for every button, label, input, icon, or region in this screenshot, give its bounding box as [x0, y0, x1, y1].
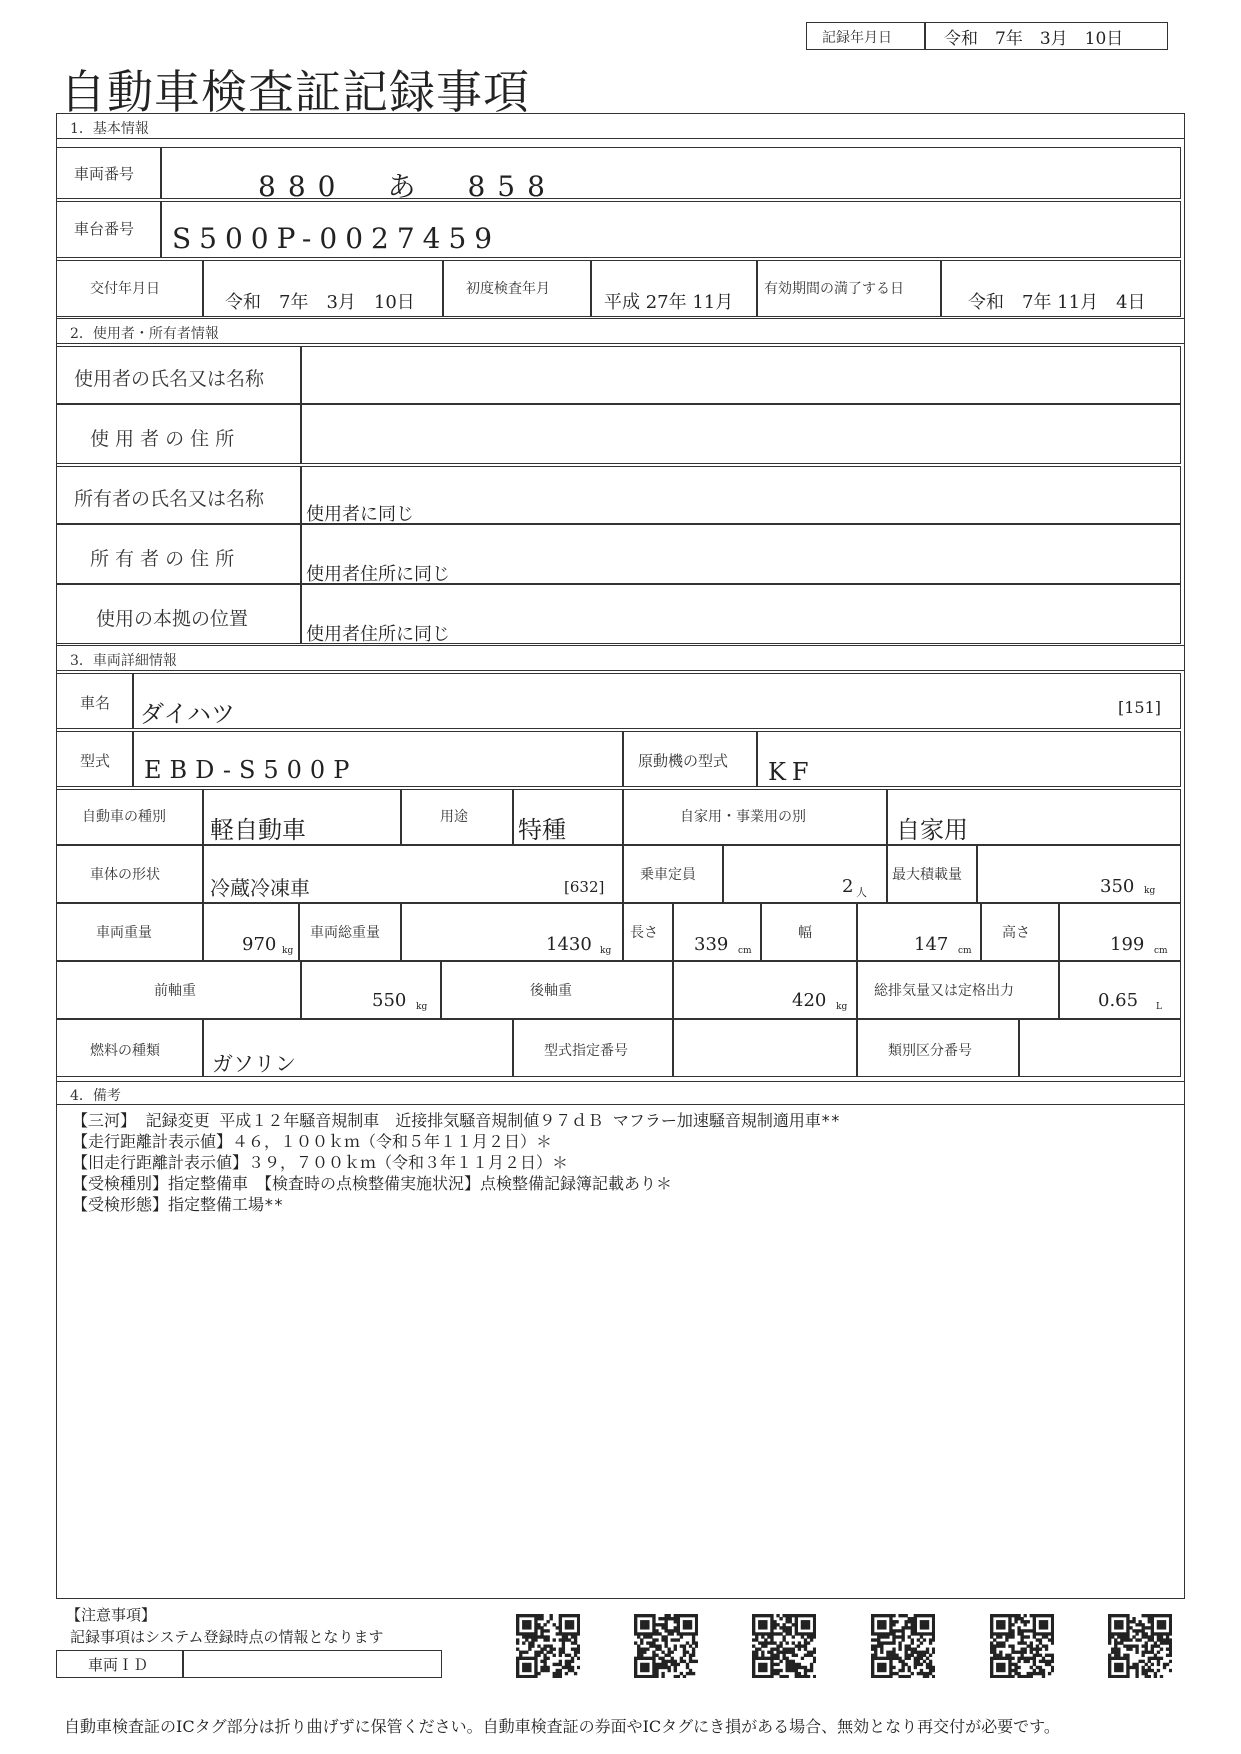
- weight-div3: [400, 903, 402, 961]
- notes-text: 記録事項はシステム登録時点の情報となります: [70, 1628, 384, 1646]
- type-div1: [202, 789, 204, 845]
- weight-unit: kg: [282, 946, 294, 956]
- type-div3: [512, 789, 514, 845]
- owner-name-label: 所有者の氏名又は名称: [74, 488, 265, 510]
- body-label: 車体の形状: [90, 867, 160, 883]
- dates-div1: [202, 260, 204, 317]
- weight-div2: [298, 903, 300, 961]
- class-num-label: 類別区分番号: [888, 1043, 972, 1059]
- rear-axle-value: 420: [792, 990, 827, 1011]
- displacement-label: 総排気量又は定格出力: [874, 983, 1014, 999]
- section2-header: [56, 318, 1185, 344]
- length-label: 長さ: [630, 925, 658, 941]
- weight-div1: [202, 903, 204, 961]
- width-unit: cm: [958, 946, 972, 956]
- axle-div5: [1058, 961, 1060, 1019]
- type-value: 軽自動車: [210, 816, 306, 844]
- gross-label: 車両総重量: [310, 925, 380, 941]
- chassis-label: 車台番号: [74, 220, 135, 238]
- section1-heading: 1．基本情報: [70, 121, 149, 137]
- use-value: 特種: [518, 816, 566, 844]
- record-date-value: 令和 7年 3月 10日: [944, 29, 1124, 49]
- qr-code-4: [871, 1614, 935, 1678]
- remark-line: 【走行距離計表示値】４６，１００ｋｍ（令和５年１１月２日）＊: [72, 1132, 553, 1151]
- section4-heading: 4．備考: [70, 1088, 121, 1104]
- fuel-div2: [512, 1019, 514, 1077]
- qr-code-5: [990, 1614, 1054, 1678]
- section3-heading: 3．車両詳細情報: [70, 653, 177, 669]
- model-div1: [132, 731, 134, 787]
- plate-label: 車両番号: [74, 165, 135, 183]
- notes-heading: 【注意事項】: [66, 1606, 157, 1624]
- user-name-label: 使用者の氏名又は名称: [74, 368, 265, 390]
- fuel-div3: [672, 1019, 674, 1077]
- displacement-unit: L: [1156, 1002, 1162, 1012]
- maker-label: 車名: [80, 694, 111, 712]
- remarks-block: [72, 1110, 1172, 1215]
- type-div4: [622, 789, 624, 845]
- page-title: 自動車検査証記録事項: [60, 65, 530, 119]
- body-code: [632]: [564, 878, 605, 896]
- gross-unit: kg: [600, 946, 612, 956]
- remark-line: 【三河】 記録変更 平成１２年騒音規制車 近接排気騒音規制値９７ｄＢ マフラー加速騒音規制適用車**: [72, 1111, 841, 1130]
- dates-div2: [442, 260, 444, 317]
- issue-label: 交付年月日: [90, 281, 160, 297]
- axle-div2: [440, 961, 442, 1019]
- remark-line: 【受検種別】指定整備車 【検査時の点検整備実施状況】点検整備記録簿記載あり＊: [72, 1174, 673, 1193]
- section2-heading: 2．使用者・所有者情報: [70, 326, 219, 342]
- front-axle-label: 前軸重: [154, 983, 196, 999]
- chassis-divider: [160, 201, 162, 258]
- vehicle-id-divider: [182, 1650, 184, 1678]
- engine-value: KF: [768, 758, 815, 786]
- type-div2: [400, 789, 402, 845]
- front-axle-value: 550: [372, 990, 407, 1011]
- engine-label: 原動機の型式: [638, 752, 729, 770]
- remark-line: 【受検形態】指定整備工場**: [72, 1195, 284, 1214]
- rear-axle-label: 後軸重: [530, 983, 572, 999]
- record-date-divider: [924, 22, 926, 50]
- use-label: 用途: [440, 809, 468, 825]
- chassis-value: S500P-0027459: [172, 222, 501, 255]
- height-label: 高さ: [1002, 925, 1030, 941]
- expiry-label: 有効期間の満了する日: [764, 281, 904, 297]
- weight-div9: [1058, 903, 1060, 961]
- rear-axle-unit: kg: [836, 1002, 848, 1012]
- type-div5: [886, 789, 888, 845]
- fuel-value: ガソリン: [212, 1052, 296, 1076]
- weight-div6: [760, 903, 762, 961]
- base-divider: [300, 584, 302, 644]
- model-label: 型式: [80, 752, 111, 770]
- vehicle-id-label: 車両ＩＤ: [88, 1656, 149, 1674]
- type-label: 自動車の種別: [82, 809, 166, 825]
- load-label: 最大積載量: [892, 867, 962, 883]
- issue-value: 令和 7年 3月 10日: [225, 292, 415, 313]
- front-axle-unit: kg: [416, 1002, 428, 1012]
- maker-value: ダイハツ: [140, 700, 236, 728]
- qr-code-1: [516, 1614, 580, 1678]
- owner-addr-value: 使用者住所に同じ: [306, 564, 450, 585]
- private-label: 自家用・事業用の別: [680, 809, 806, 825]
- section4-header: [56, 1081, 1185, 1105]
- fuel-div1: [202, 1019, 204, 1077]
- length-value: 339: [694, 934, 729, 955]
- weight-div5: [672, 903, 674, 961]
- model-num-label: 型式指定番号: [544, 1043, 628, 1059]
- plate-row: [56, 147, 1181, 199]
- width-value: 147: [914, 934, 949, 955]
- body-value: 冷蔵冷凍車: [210, 876, 310, 900]
- owner-addr-label: 所 有 者 の 住 所: [90, 548, 235, 570]
- plate-divider: [160, 147, 162, 199]
- private-value: 自家用: [896, 816, 968, 844]
- dates-div5: [940, 260, 942, 317]
- weight-label: 車両重量: [96, 925, 152, 941]
- section3-header: [56, 645, 1185, 671]
- load-value: 350: [1100, 876, 1135, 897]
- gross-value: 1430: [546, 934, 592, 955]
- weight-div7: [856, 903, 858, 961]
- user-addr-divider: [300, 404, 302, 464]
- height-value: 199: [1110, 934, 1145, 955]
- body-div3: [722, 845, 724, 903]
- load-unit: kg: [1144, 886, 1156, 896]
- qr-code-6: [1108, 1614, 1172, 1678]
- dates-div4: [756, 260, 758, 317]
- owner-addr-divider: [300, 524, 302, 584]
- width-label: 幅: [798, 925, 812, 941]
- section1-header: [56, 113, 1185, 139]
- maker-code: [151]: [1118, 698, 1162, 717]
- user-addr-label: 使 用 者 の 住 所: [90, 428, 235, 450]
- dates-div3: [590, 260, 592, 317]
- user-name-divider: [300, 346, 302, 404]
- capacity-value: 2: [842, 876, 854, 897]
- axle-div3: [672, 961, 674, 1019]
- remark-line: 【旧走行距離計表示値】３９，７００ｋｍ（令和３年１１月２日）＊: [72, 1153, 569, 1172]
- displacement-value: 0.65: [1098, 990, 1139, 1011]
- body-div5: [976, 845, 978, 903]
- expiry-value: 令和 7年 11月 4日: [968, 292, 1146, 313]
- body-div1: [202, 845, 204, 903]
- axle-div1: [300, 961, 302, 1019]
- plate-value: 880 あ 858: [258, 170, 557, 203]
- qr-code-3: [752, 1614, 816, 1678]
- fuel-div5: [1018, 1019, 1020, 1077]
- fuel-label: 燃料の種類: [90, 1043, 160, 1059]
- model-div2: [622, 731, 624, 787]
- base-label: 使用の本拠の位置: [96, 608, 249, 630]
- first-reg-label: 初度検査年月: [466, 281, 550, 297]
- capacity-unit: 人: [856, 886, 867, 899]
- capacity-label: 乗車定員: [640, 867, 696, 883]
- first-reg-value: 平成 27年 11月: [604, 292, 734, 313]
- weight-div8: [980, 903, 982, 961]
- weight-div4: [622, 903, 624, 961]
- owner-name-value: 使用者に同じ: [306, 504, 414, 525]
- maker-divider: [132, 673, 134, 729]
- length-unit: cm: [738, 946, 752, 956]
- weight-value: 970: [242, 934, 277, 955]
- axle-div4: [856, 961, 858, 1019]
- footer-notice: 自動車検査証のICタグ部分は折り曲げずに保管ください。自動車検査証の券面やICタグにき損がある場合、無効となり再交付が必要です。: [64, 1717, 1060, 1736]
- body-div4: [886, 845, 888, 903]
- owner-name-divider: [300, 466, 302, 524]
- base-value: 使用者住所に同じ: [306, 624, 450, 645]
- model-value: EBD-S500P: [144, 756, 358, 784]
- fuel-div4: [856, 1019, 858, 1077]
- body-div2: [622, 845, 624, 903]
- record-date-label: 記録年月日: [822, 30, 892, 46]
- qr-code-2: [634, 1614, 698, 1678]
- model-div3: [756, 731, 758, 787]
- height-unit: cm: [1154, 946, 1168, 956]
